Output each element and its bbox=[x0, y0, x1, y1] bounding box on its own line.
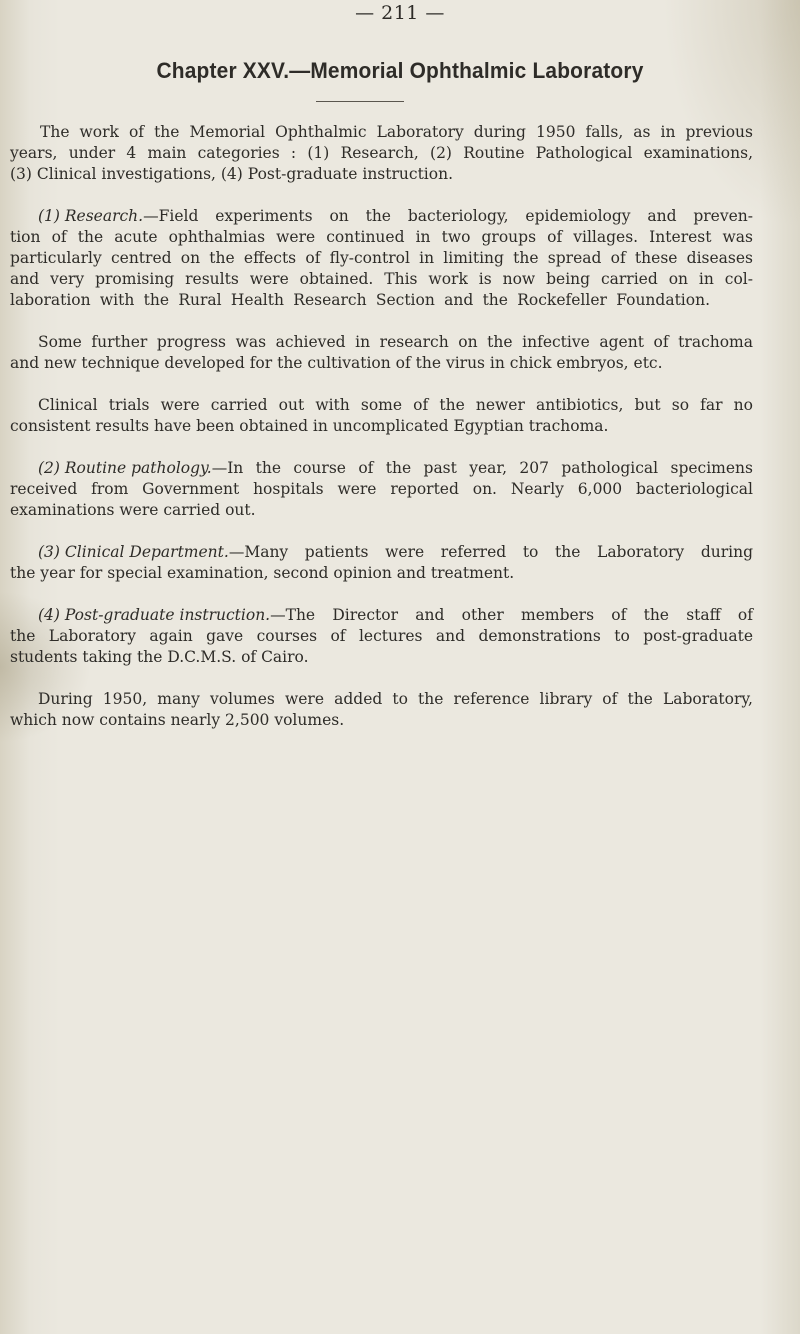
paragraph-line: laboration with the Rural Health Research Section and the Rockefeller Foundation. bbox=[10, 291, 710, 309]
chapter-title: Chapter XXV.—Memorial Ophthalmic Laboratory bbox=[156, 58, 644, 83]
paragraph-line: During 1950, many volumes were added to the reference library of the Laboratory, bbox=[38, 690, 753, 708]
paragraph-line: Clinical trials were carried out with some of the newer antibiotics, but so far no bbox=[38, 396, 753, 414]
postgrad-paragraph-first-line bbox=[38, 605, 753, 626]
routine-paragraph-first-line bbox=[38, 458, 753, 479]
paragraph-line: consistent results have been obtained in uncomplicated Egyptian trachoma. bbox=[10, 417, 609, 435]
paragraph-line: and new technique developed for the cultivation of the virus in chick embryos, etc. bbox=[10, 354, 663, 372]
paragraph-line: —The Director and other members of the staff of bbox=[270, 606, 753, 624]
paragraph-line: —Field experiments on the bacteriology, epidemiology and preven- bbox=[143, 207, 753, 225]
routine-heading: (2) Routine pathology. bbox=[38, 459, 212, 477]
research-paragraph-first-line bbox=[38, 206, 753, 227]
research-heading: (1) Research. bbox=[38, 207, 144, 225]
paragraph-line: the Laboratory again gave courses of lectures and demonstrations to post-graduate bbox=[10, 627, 753, 645]
paragraph-line: students taking the D.C.M.S. of Cairo. bbox=[10, 648, 309, 666]
paragraph-line: particularly centred on the effects of fly-control in limiting the spread of these diseases bbox=[10, 249, 753, 267]
clinical-paragraph-first-line bbox=[38, 542, 753, 563]
title-divider bbox=[316, 101, 404, 102]
paragraph-line: years, under 4 main categories : (1) Research, (2) Routine Pathological examinations, bbox=[10, 144, 753, 162]
paragraph-line: received from Government hospitals were reported on. Nearly 6,000 bacteriological bbox=[10, 480, 753, 498]
paragraph-line: —Many patients were referred to the Laboratory during bbox=[228, 543, 753, 561]
paragraph-line: The work of the Memorial Ophthalmic Laboratory during 1950 falls, as in previous bbox=[40, 123, 753, 141]
paragraph-line: (3) Clinical investigations, (4) Post-graduate instruction. bbox=[10, 165, 453, 183]
clinical-heading: (3) Clinical Department. bbox=[38, 543, 229, 561]
paragraph-line: the year for special examination, second opinion and treatment. bbox=[10, 564, 515, 582]
paragraph-line: tion of the acute ophthalmias were continued in two groups of villages. Interest was bbox=[10, 228, 753, 246]
paragraph-line: which now contains nearly 2,500 volumes. bbox=[10, 711, 345, 729]
paragraph-line: and very promising results were obtained. This work is now being carried on in col- bbox=[10, 270, 753, 288]
page-number: — 211 — bbox=[355, 2, 445, 24]
paragraph-line: Some further progress was achieved in research on the infective agent of trachoma bbox=[38, 333, 753, 351]
postgrad-heading: (4) Post-graduate instruction. bbox=[38, 606, 271, 624]
paragraph-line: —In the course of the past year, 207 pathological specimens bbox=[211, 459, 753, 477]
paragraph-line: examinations were carried out. bbox=[10, 501, 256, 519]
